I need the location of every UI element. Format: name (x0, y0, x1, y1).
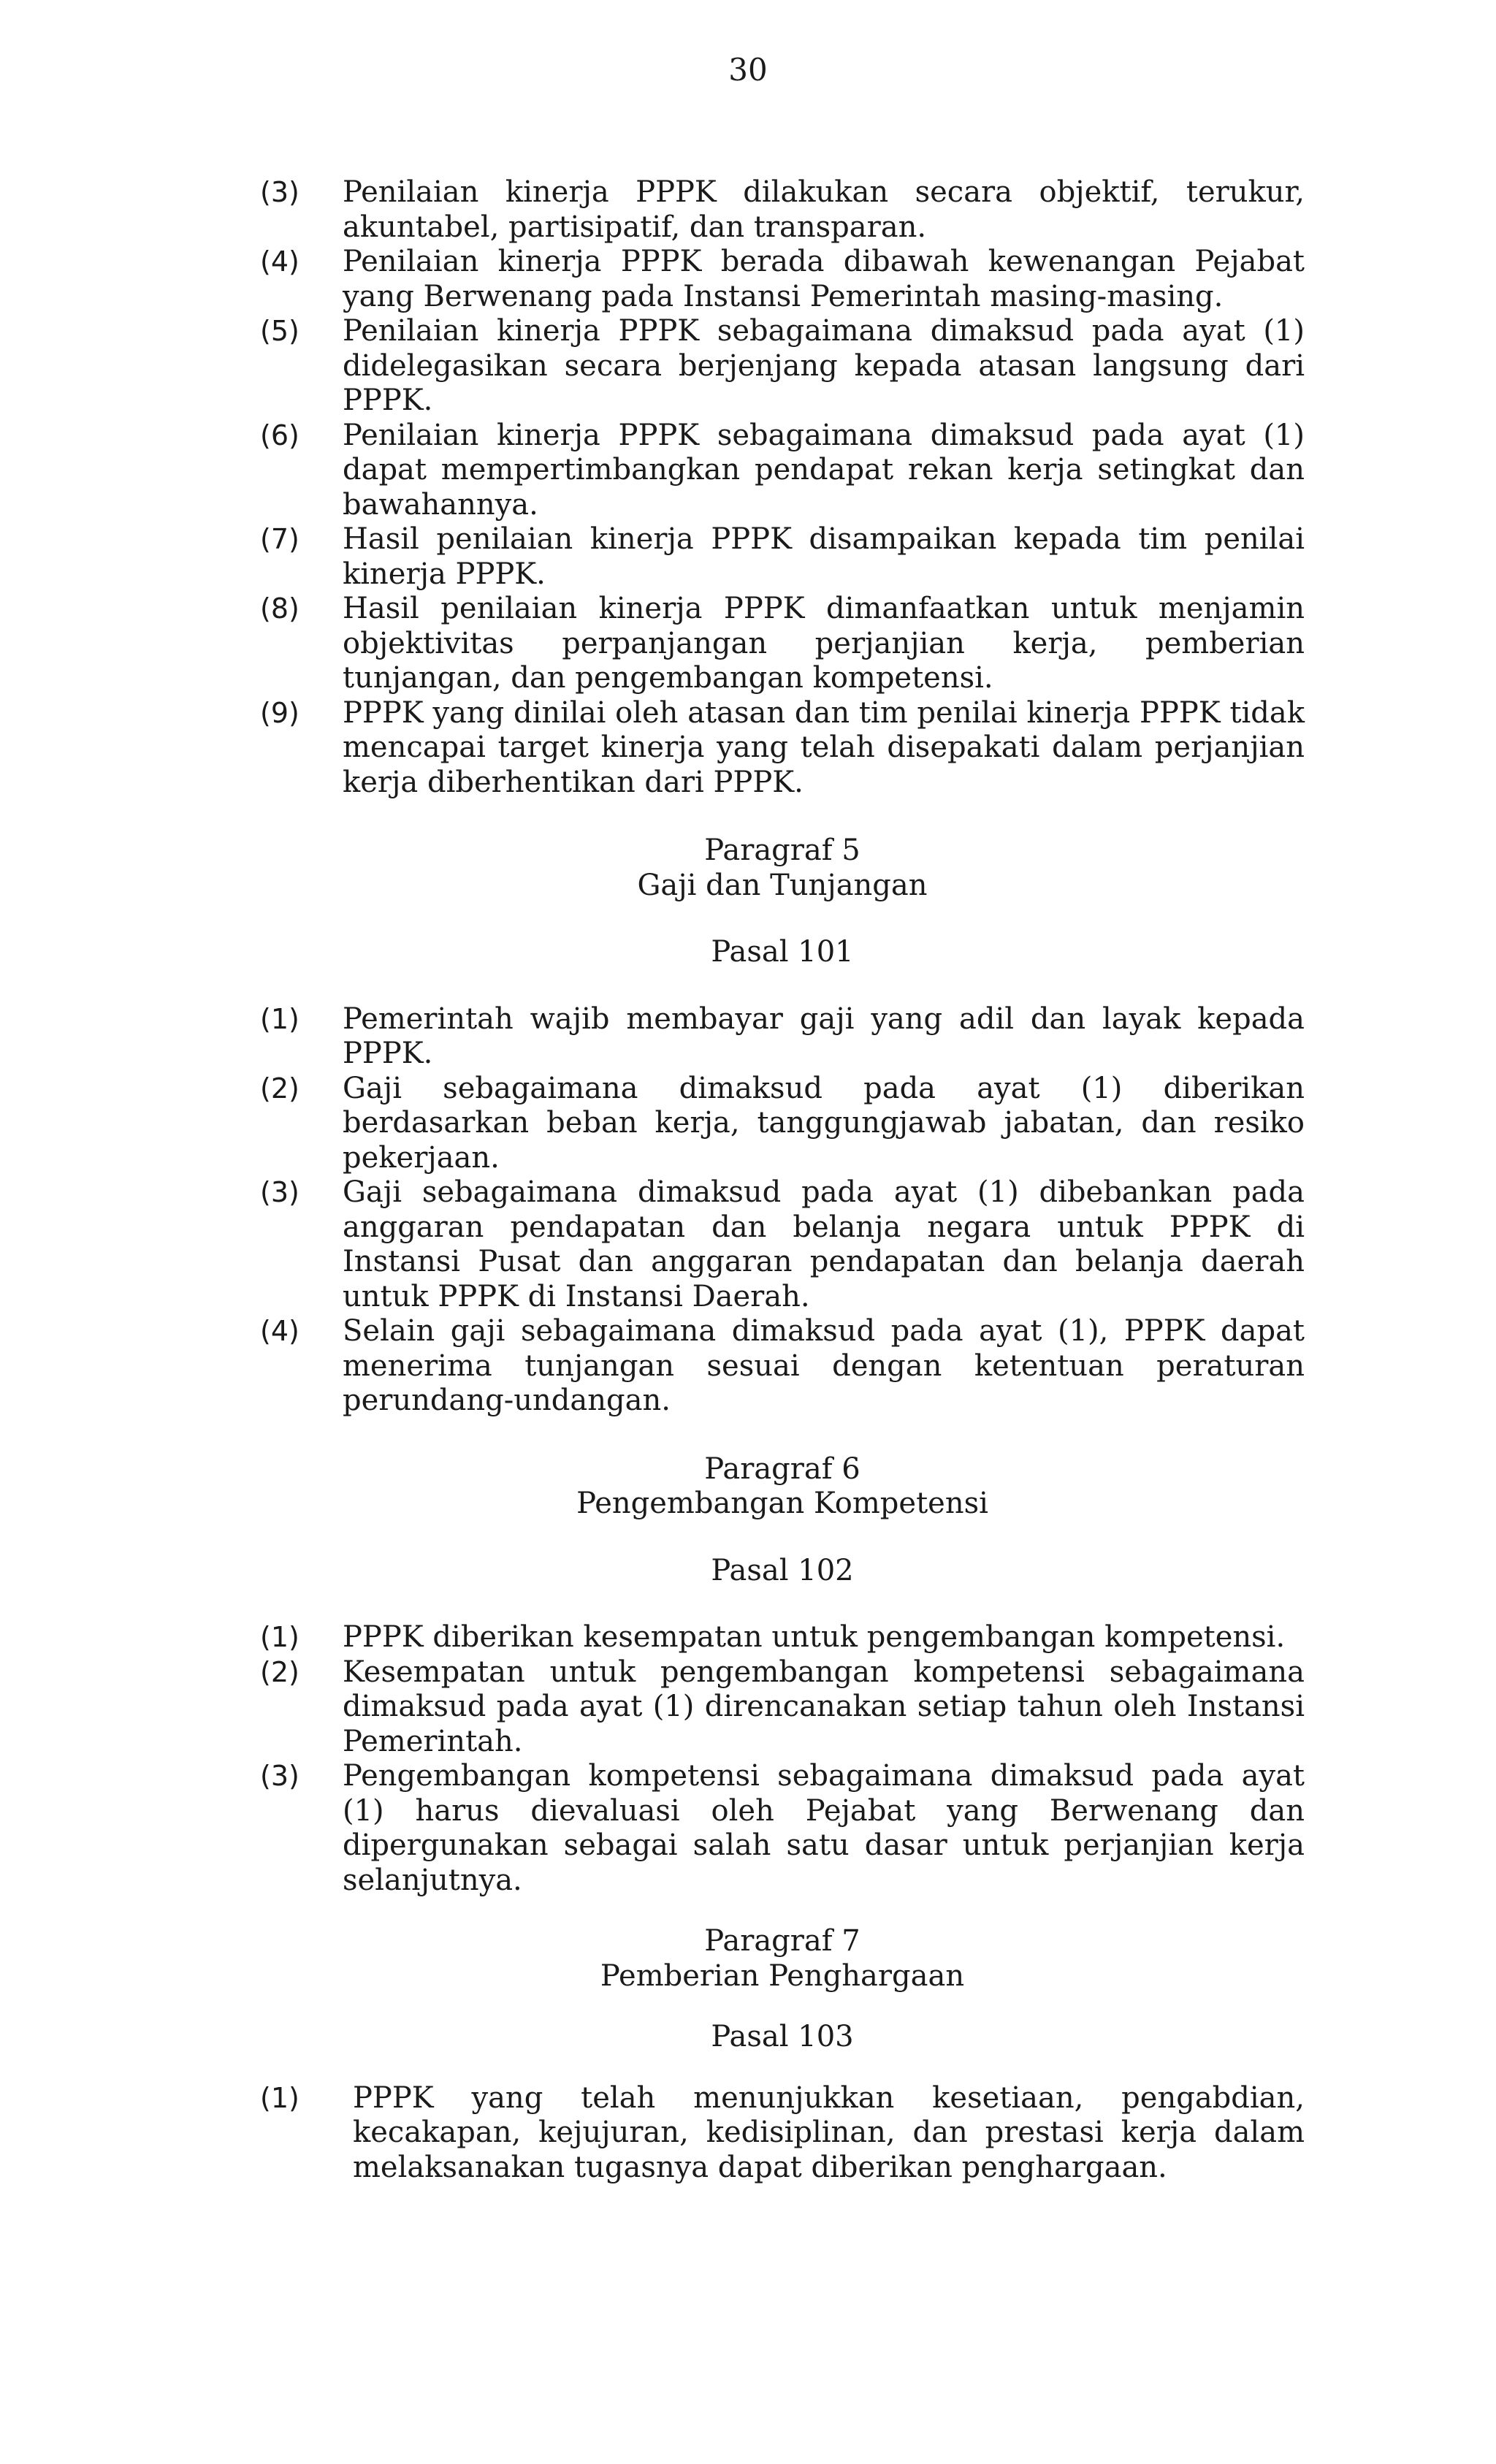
item-text: Gaji sebagaimana dimaksud pada ayat (1) dibebankan pada anggaran pendapatan dan belanja negara untuk PPPK di Instansi Pusat dan anggaran pendapatan dan belanja daerah untuk PPPK di Instansi Daerah. (343, 1175, 1305, 1313)
item-number: (4) (260, 1315, 299, 1347)
item-text: Pemerintah wajib membayar gaji yang adil dan layak kepada PPPK. (343, 1002, 1305, 1070)
item-number: (7) (260, 523, 299, 555)
pasal-heading: Pasal 101 (711, 935, 854, 969)
pasal-heading: Pasal 103 (711, 2020, 854, 2053)
list-item (260, 1175, 1305, 1314)
list-item (260, 314, 1305, 419)
item-text: Hasil penilaian kinerja PPPK disampaikan kepada tim penilai kinerja PPPK. (343, 522, 1305, 591)
penilaian-kinerja-list (260, 175, 1305, 800)
gaji-list (260, 1002, 1305, 1419)
item-number: (3) (260, 1176, 299, 1208)
item-text: Penilaian kinerja PPPK sebagaimana dimaksud pada ayat (1) didelegasikan secara berjenjang kepada atasan langsung dari PPPK. (343, 314, 1305, 417)
list-item (260, 522, 1305, 592)
item-text: Kesempatan untuk pengembangan kompetensi sebagaimana dimaksud pada ayat (1) direncanakan setiap tahun oleh Instansi Pemerintah. (343, 1655, 1305, 1758)
list-item (260, 696, 1305, 801)
item-text: PPPK yang telah menunjukkan kesetiaan, pengabdian, kecakapan, kejujuran, kedisiplinan, dan prestasi kerja dalam melaksanakan tugasnya dapat diberikan penghargaan. (353, 2080, 1305, 2184)
item-number: (3) (260, 176, 299, 208)
document-body (260, 175, 1305, 2185)
item-text: Penilaian kinerja PPPK berada dibawah kewenangan Pejabat yang Berwenang pada Instansi Pemerintah masing-masing. (343, 245, 1305, 313)
item-text: PPPK diberikan kesempatan untuk pengembangan kompetensi. (343, 1620, 1286, 1654)
list-item (260, 1655, 1305, 1760)
list-item (260, 1002, 1305, 1072)
pasal-heading: Pasal 102 (711, 1553, 854, 1587)
item-text: Penilaian kinerja PPPK dilakukan secara objektif, terukur, akuntabel, partisipatif, dan transparan. (343, 175, 1305, 244)
paragraf-title: Gaji dan Tunjangan (637, 868, 928, 902)
paragraf-label: Paragraf 7 (704, 1924, 860, 1958)
item-number: (4) (260, 245, 299, 278)
item-number: (1) (260, 1621, 299, 1653)
paragraf-title: Pemberian Penghargaan (600, 1958, 965, 1993)
list-item (260, 592, 1305, 696)
list-item (260, 1759, 1305, 1898)
page-number: 30 (728, 52, 768, 88)
item-number: (3) (260, 1760, 299, 1792)
item-number: (9) (260, 696, 299, 729)
penghargaan-list (260, 2081, 1305, 2186)
item-number: (2) (260, 1655, 299, 1688)
kompetensi-list (260, 1620, 1305, 1898)
item-number: (1) (260, 2081, 299, 2114)
item-text: Selain gaji sebagaimana dimaksud pada ayat (1), PPPK dapat menerima tunjangan sesuai dengan ketentuan peraturan perundang-undangan. (343, 1314, 1305, 1417)
item-number: (6) (260, 419, 299, 451)
item-text: PPPK yang dinilai oleh atasan dan tim penilai kinerja PPPK tidak mencapai target kinerja yang telah disepakati dalam perjanjian kerja diberhentikan dari PPPK. (343, 695, 1305, 799)
item-text: Pengembangan kompetensi sebagaimana dimaksud pada ayat (1) harus dievaluasi oleh Pejabat yang Berwenang dan dipergunakan sebagai salah satu dasar untuk perjanjian kerja selanjutnya. (343, 1759, 1305, 1897)
item-number: (5) (260, 315, 299, 347)
paragraf-title: Pengembangan Kompetensi (576, 1487, 988, 1520)
list-item (260, 1620, 1305, 1655)
list-item (260, 175, 1305, 245)
list-item (260, 2081, 1305, 2186)
item-number: (8) (260, 592, 299, 625)
paragraf-label: Paragraf 5 (704, 834, 860, 867)
item-text: Hasil penilaian kinerja PPPK dimanfaatkan untuk menjamin objektivitas perpanjangan perjanjian kerja, pemberian tunjangan, dan pengembangan kompetensi. (343, 592, 1305, 695)
list-item (260, 419, 1305, 523)
item-text: Gaji sebagaimana dimaksud pada ayat (1) diberikan berdasarkan beban kerja, tanggungjawab jabatan, dan resiko pekerjaan. (343, 1071, 1305, 1175)
item-number: (1) (260, 1002, 299, 1035)
list-item (260, 1314, 1305, 1419)
paragraf-label: Paragraf 6 (704, 1452, 860, 1486)
item-number: (2) (260, 1072, 299, 1105)
item-text: Penilaian kinerja PPPK sebagaimana dimaksud pada ayat (1) dapat mempertimbangkan pendapat rekan kerja setingkat dan bawahannya. (343, 418, 1305, 522)
list-item (260, 245, 1305, 314)
list-item (260, 1072, 1305, 1176)
